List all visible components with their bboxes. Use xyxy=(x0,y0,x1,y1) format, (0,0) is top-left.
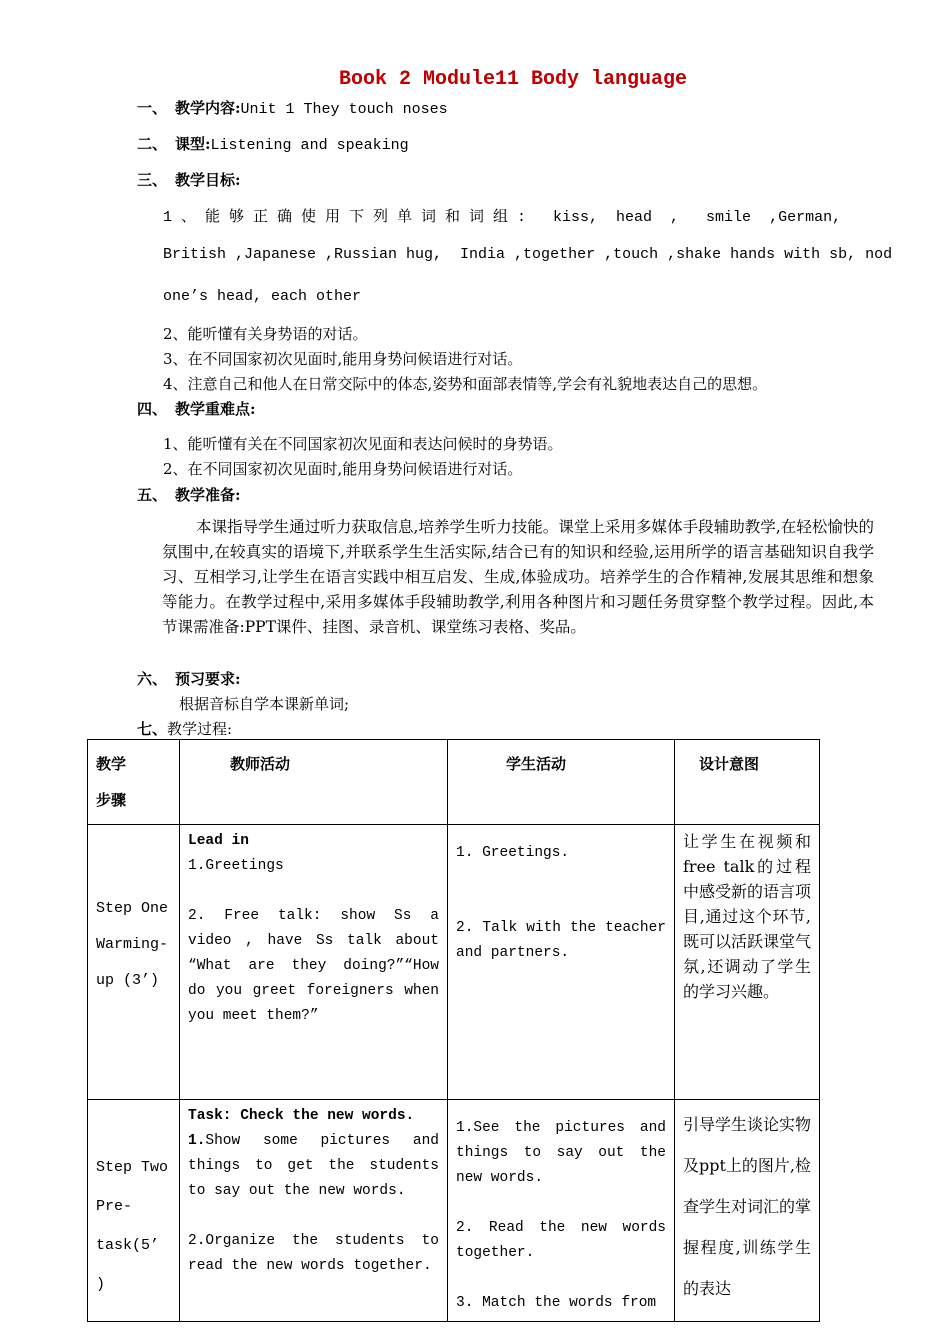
section-label: 预习要求: xyxy=(175,670,241,688)
teacher-activity-cell: Lead in 1.Greetings 2. Free talk: show Ss a video , have Ss talk about “What are they doing?”“How do you greet foreigners when you meet them?” xyxy=(180,825,448,1100)
header-step: 教学 步骤 xyxy=(88,740,180,825)
section-preparation-heading xyxy=(137,484,241,505)
header-teacher-activity: 教师活动 xyxy=(180,740,448,825)
design-intent-cell: 引导学生谈论实物及ppt上的图片,检查学生对词汇的掌握程度,训练学生的表达 xyxy=(675,1100,820,1322)
goal-4: 4、注意自己和他人在日常交际中的体态,姿势和面部表情等,学会有礼貌地表达自己的思想。 xyxy=(163,375,768,393)
section-label: 教学目标: xyxy=(175,171,241,189)
preparation-paragraph: 本课指导学生通过听力获取信息,培养学生听力技能。课堂上采用多媒体手段辅助教学,在轻松愉快的氛围中,在较真实的语境下,并联系学生生活实际,结合已有的知识和经验,运用所学的语言基础知识自我学习、互相学习,让学生在语言实践中相互启发、生成,体验成功。培养学生的合作精神,发展其思维和想象等能力。在教学过程中,采用多媒体手段辅助教学,利用各种图片和习题任务贯穿整个教学过程。因此,本节课需准备:PPT课件、挂图、录音机、课堂练习表格、奖品。 xyxy=(162,518,874,636)
step-two-cell: Step Two Pre- task(5’ ) xyxy=(88,1100,180,1322)
goal-1-line-b: British ,Japanese ,Russian hug, India ,together ,touch ,shake hands with sb, nod xyxy=(163,246,893,263)
section-type xyxy=(137,133,409,154)
section-preview-heading xyxy=(137,668,241,689)
section-text: Unit 1 They touch noses xyxy=(240,101,448,118)
section-number: 一、 xyxy=(137,99,168,117)
section-label: 课型: xyxy=(175,135,211,153)
section-number: 七、 xyxy=(137,720,168,738)
key-point-2: 2、在不同国家初次见面时,能用身势问候语进行对话。 xyxy=(163,460,523,478)
section-label: 教学重难点: xyxy=(175,400,256,418)
teacher-activity-cell: Task: Check the new words. 1.Show some pictures and things to get the students to say out the new words. 2.Organize the students to read the new words together. xyxy=(180,1100,448,1322)
section-goals-heading xyxy=(137,169,241,190)
section-number: 四、 xyxy=(137,400,168,418)
table-header-row xyxy=(88,740,820,825)
section-process-heading xyxy=(137,718,232,739)
section-number: 二、 xyxy=(137,135,168,153)
section-number: 五、 xyxy=(137,486,168,504)
design-intent-cell: 让学生在视频和free talk的过程中感受新的语言项目,通过这个环节,既可以活跃课堂气氛,还调动了学生的学习兴趣。 xyxy=(675,825,820,1100)
section-number: 三、 xyxy=(137,171,168,189)
section-content xyxy=(137,97,448,118)
section-number: 六、 xyxy=(137,670,168,688)
student-activity-cell: 1.See the pictures and things to say out the new words. 2. Read the new words together. 3. Match the words from xyxy=(448,1100,675,1322)
section-label: 教学过程: xyxy=(167,720,233,738)
section-label: 教学准备: xyxy=(175,486,241,504)
section-key-points-heading xyxy=(137,398,256,419)
teaching-process-table xyxy=(87,739,820,1322)
step-one-cell: Step One Warming- up (3’) xyxy=(88,825,180,1100)
preview-text: 根据音标自学本课新单词; xyxy=(179,695,350,713)
header-design-intent: 设计意图 xyxy=(675,740,820,825)
section-text: Listening and speaking xyxy=(210,137,409,154)
section-label: 教学内容: xyxy=(175,99,241,117)
goal-1-line-a: 1 、 能 够 正 确 使 用 下 列 单 词 和 词 组 : kiss, head , smile ,German, xyxy=(163,209,842,226)
table-row xyxy=(88,825,820,1100)
goal-2: 2、能听懂有关身势语的对话。 xyxy=(163,325,368,343)
goal-1-line-c: one’s head, each other xyxy=(163,288,362,305)
student-activity-cell: 1. Greetings. 2. Talk with the teacher and partners. xyxy=(448,825,675,1100)
document-title: Book 2 Module11 Body language xyxy=(338,68,688,91)
goal-3: 3、在不同国家初次见面时,能用身势问候语进行对话。 xyxy=(163,350,523,368)
key-point-1: 1、能听懂有关在不同国家初次见面和表达问候时的身势语。 xyxy=(163,435,563,453)
header-student-activity: 学生活动 xyxy=(448,740,675,825)
table-row xyxy=(88,1100,820,1322)
